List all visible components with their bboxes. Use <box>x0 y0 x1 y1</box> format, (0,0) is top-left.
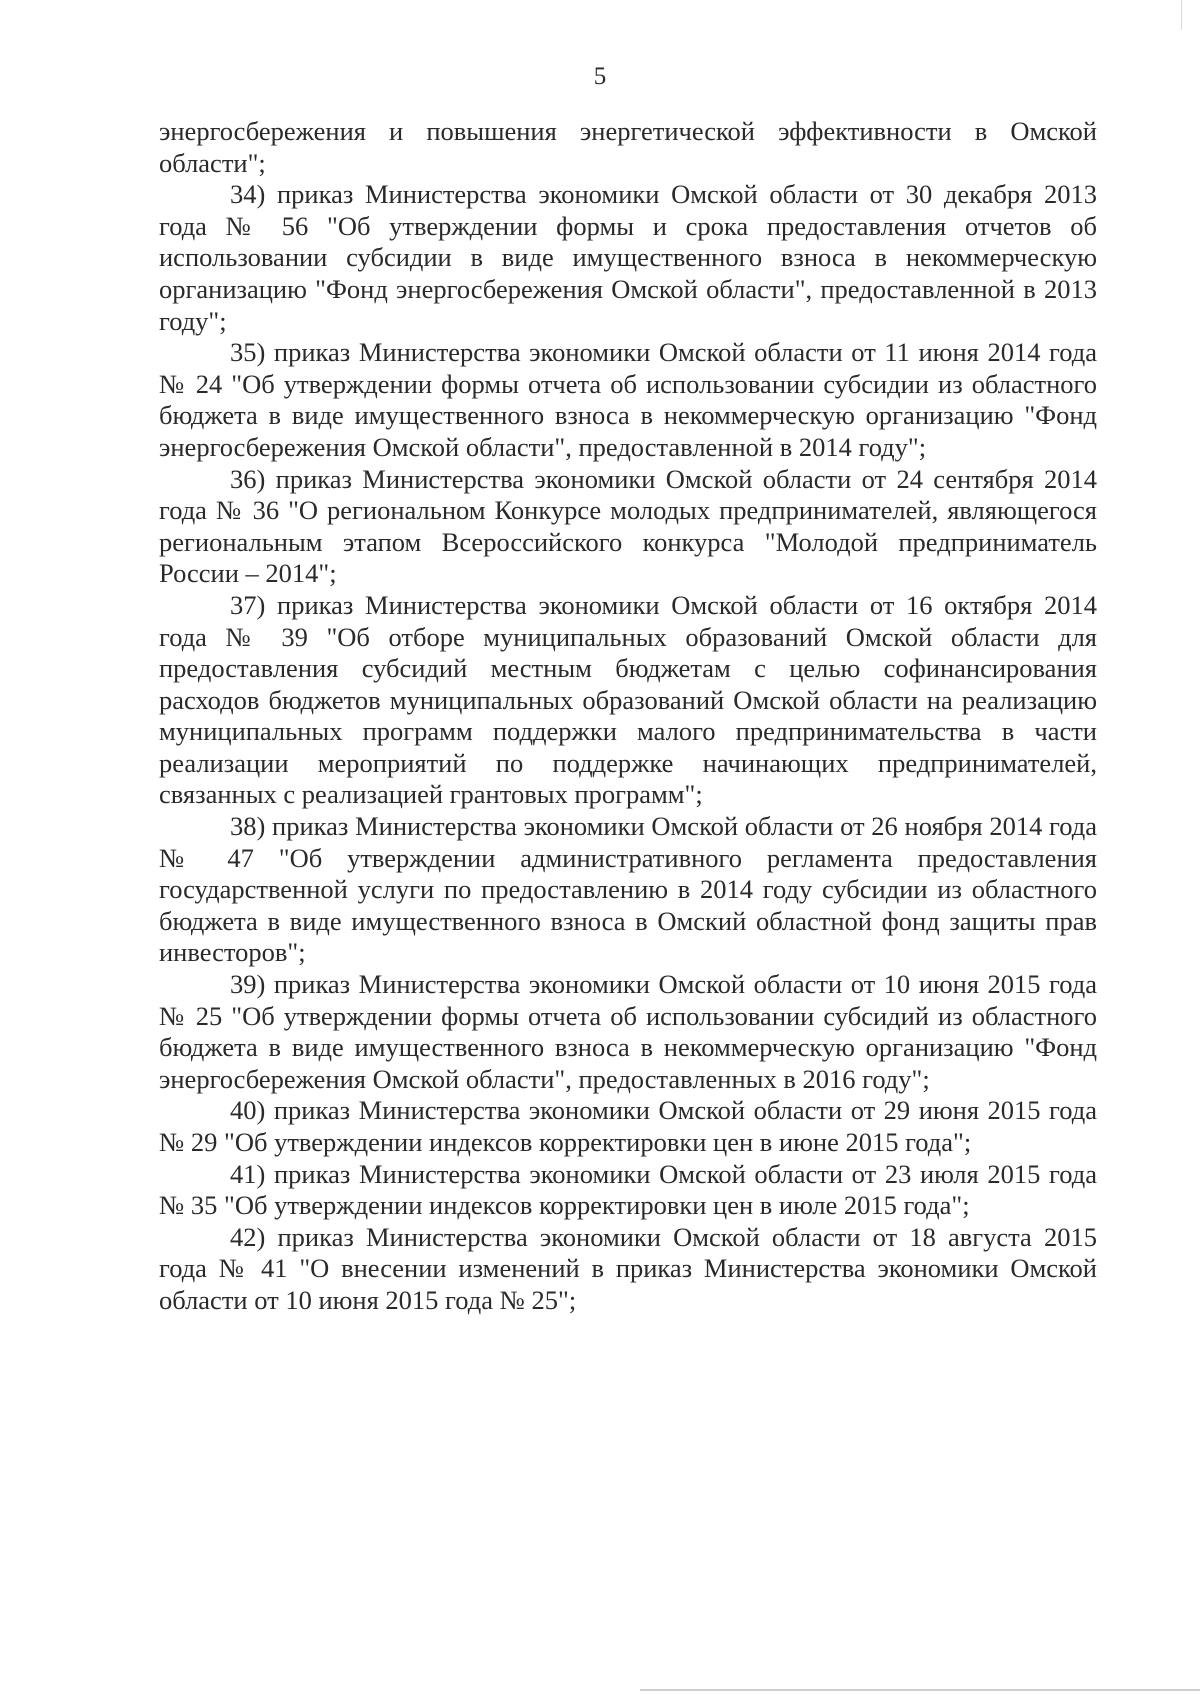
paragraph-item-36: 36) приказ Министерства экономики Омской области от 24 сентября 2014 года № 36 "О региональном Конкурсе молодых предпринимателей, являющегося региональным этапом Всероссийского конкурса "Молодой предприниматель России – 2014"; <box>159 463 1097 589</box>
paragraph-item-40: 40) приказ Министерства экономики Омской области от 29 июня 2015 года № 29 "Об утверждении индексов корректировки цен в июне 2015 года"; <box>159 1095 1097 1157</box>
paragraph-item-42: 42) приказ Министерства экономики Омской области от 18 августа 2015 года № 41 "О внесении изменений в приказ Министерства экономики Омской области от 10 июня 2015 года № 25"; <box>159 1221 1097 1315</box>
scan-edge-right <box>1181 0 1182 30</box>
paragraph-item-41: 41) приказ Министерства экономики Омской области от 23 июля 2015 года № 35 "Об утверждении индексов корректировки цен в июле 2015 года"; <box>159 1158 1097 1221</box>
paragraph-item-38: 38) приказ Министерства экономики Омской области от 26 ноября 2014 года № 47 "Об утверждении административного регламента предоставления государственной услуги по предоставлению в 2014 году субсидии из областного бюджета в виде имущественного взноса в Омский областной фонд защиты прав инвесторов"; <box>159 811 1097 968</box>
document-body <box>159 116 1097 1317</box>
paragraph-item-37: 37) приказ Министерства экономики Омской области от 16 октября 2014 года № 39 "Об отборе муниципальных образований Омской области для предоставления субсидий местным бюджетам с целью софинансирования расходов бюджетов муниципальных образований Омской области на реализацию муниципальных программ поддержки малого предпринимательства в части реализации мероприятий по поддержке начинающих предпринимателей, связанных с реализацией грантовых программ"; <box>159 589 1097 810</box>
paragraph-continuation: энергосбережения и повышения энергетической эффективности в Омской области"; <box>159 116 1097 178</box>
page-number: 5 <box>593 63 607 90</box>
paragraph-item-39: 39) приказ Министерства экономики Омской области от 10 июня 2015 года № 25 "Об утверждении формы отчета об использовании субсидий из областного бюджета в виде имущественного взноса в некоммерческую организацию "Фонд энергосбережения Омской области", предоставленных в 2016 году"; <box>159 969 1097 1094</box>
paragraph-item-35: 35) приказ Министерства экономики Омской области от 11 июня 2014 года № 24 "Об утверждении формы отчета об использовании субсидии из областного бюджета в виде имущественного взноса в некоммерческую организацию "Фонд энергосбережения Омской области", предоставленной в 2014 году"; <box>159 337 1097 462</box>
paragraph-item-34: 34) приказ Министерства экономики Омской области от 30 декабря 2013 года № 56 "Об утверждении формы и срока предоставления отчетов об использовании субсидии в виде имущественного взноса в некоммерческую организацию "Фонд энергосбережения Омской области", предоставленной в 2013 году"; <box>159 179 1097 336</box>
scan-edge-bottom <box>640 1689 1200 1691</box>
